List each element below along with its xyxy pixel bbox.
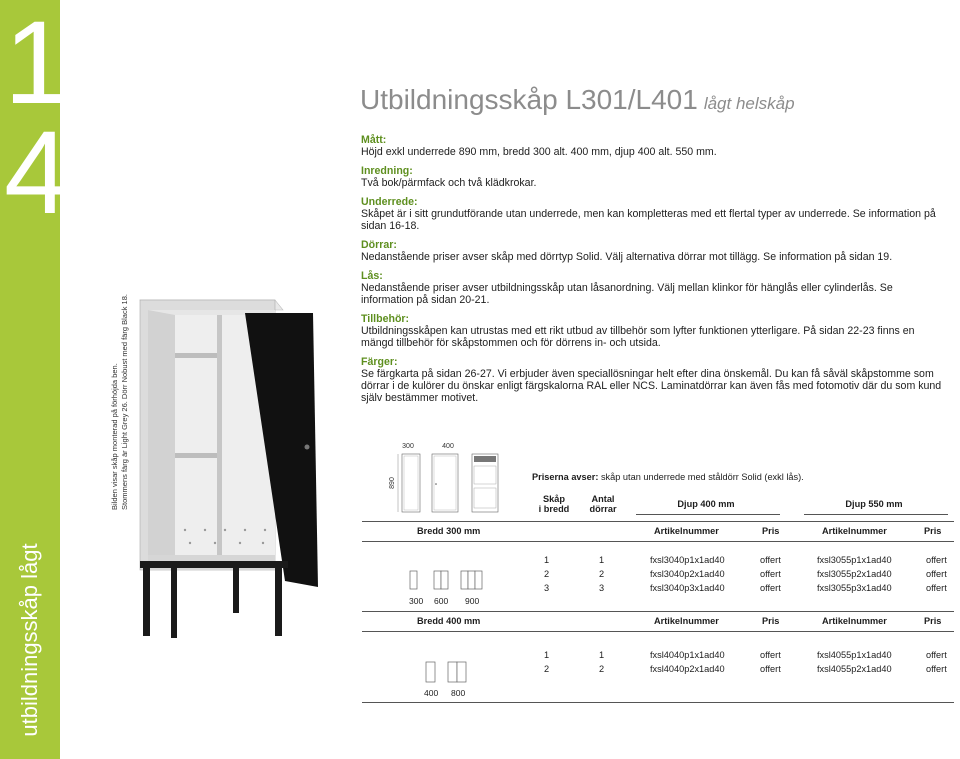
price-note — [532, 472, 804, 482]
table-bottom-rule — [362, 702, 954, 703]
subhead-artikel: Artikelnummer — [822, 526, 887, 536]
cell-artikel-550: fxsl3055p1x1ad40 — [817, 555, 892, 565]
dim-label-400: 400 — [442, 443, 454, 450]
cell-pris-550: offert — [926, 650, 947, 660]
spec-block-las — [361, 270, 946, 306]
cabinet-icons-400 — [424, 660, 474, 684]
cell-artikel-550: fxsl4055p1x1ad40 — [817, 650, 892, 660]
cell-skap: 1 — [544, 650, 550, 660]
spec-label: Färger: — [361, 356, 398, 368]
page-title — [360, 84, 795, 116]
cell-skap: 2 — [544, 569, 550, 579]
cell-artikel-400: fxsl4040p1x1ad40 — [650, 650, 725, 660]
header-divider — [636, 514, 780, 515]
col-head-antal: Antal dörrar — [589, 494, 617, 514]
cell-skap: 1 — [544, 555, 550, 565]
dim-label-300: 300 — [402, 443, 414, 450]
spec-label: Dörrar: — [361, 239, 397, 251]
spec-label: Inredning: — [361, 165, 413, 177]
spec-block-matt — [361, 134, 946, 158]
page-number-digit-2: 4 — [4, 107, 70, 239]
cell-pris-400: offert — [760, 569, 781, 579]
spec-label: Tillbehör: — [361, 313, 410, 325]
spec-block-underrede — [361, 196, 946, 232]
spec-text: Nedanstående priser avser utbildningsskåp utan låsanordning. Välj mellan klinkor för hänglås eller cylinderlås. Se information på sidan 20-21. — [361, 282, 893, 306]
spec-block-inredning — [361, 165, 946, 189]
cell-antal: 2 — [599, 664, 605, 674]
group-title: Bredd 400 mm — [417, 616, 481, 626]
table-row — [362, 555, 954, 569]
subhead-pris: Pris — [924, 616, 942, 626]
cell-artikel-550: fxsl3055p3x1ad40 — [817, 583, 892, 593]
spec-block-dorrar — [361, 239, 946, 263]
spec-text: Nedanstående priser avser skåp med dörrtyp Solid. Välj alternativa dörrar mot tillägg. Se information på sidan 19. — [361, 251, 893, 263]
spec-text: Skåpet är i sitt grundutförande utan underrede, men kan kompletteras med ett flertal typer av underrede. Se information på sidan 16-18. — [361, 208, 936, 232]
cell-skap: 3 — [544, 583, 550, 593]
cell-artikel-550: fxsl3055p2x1ad40 — [817, 569, 892, 579]
cell-artikel-400: fxsl4040p2x1ad40 — [650, 664, 725, 674]
title-main: Utbildningsskåp L301/L401 — [360, 84, 698, 115]
caption-line-2: Stommens färg är Light Grey 26. Dörr Nobust med färg Black 18. — [120, 294, 129, 510]
specification-list — [361, 134, 946, 411]
dim-label-890: 890 — [389, 477, 396, 489]
price-note-label: Priserna avser: — [532, 472, 599, 482]
col-head-djup-550: Djup 550 mm — [845, 499, 903, 509]
size-label: 400 — [424, 688, 439, 698]
cell-pris-550: offert — [926, 555, 947, 565]
caption-line-1: Bilden visar skåp monterad på förhöjda ben. — [110, 363, 119, 510]
size-label: 600 — [434, 596, 449, 606]
cell-antal: 3 — [599, 583, 605, 593]
cell-antal: 1 — [599, 650, 605, 660]
group-title: Bredd 300 mm — [417, 526, 481, 536]
spec-text: Utbildningsskåpen kan utrustas med ett rikt utbud av tillbehör som lyfter funktionen ytterligare. På sidan 22-23 finns en mängd tillbehör för skåpstommen och för dörrens in- och utsida. — [361, 325, 915, 349]
page-number-digit-1: 1 — [4, 0, 70, 129]
col-head-skap: Skåp i bredd — [538, 494, 570, 514]
spec-text: Två bok/pärmfack och två klädkrokar. — [361, 177, 537, 189]
header-divider — [804, 514, 948, 515]
subhead-pris: Pris — [762, 526, 780, 536]
spec-text: Höjd exkl underrede 890 mm, bredd 300 alt. 400 mm, djup 400 alt. 550 mm. — [361, 146, 717, 158]
dimension-diagram — [388, 440, 508, 515]
cell-antal: 1 — [599, 555, 605, 565]
size-label: 800 — [451, 688, 466, 698]
subhead-artikel: Artikelnummer — [654, 616, 719, 626]
cell-artikel-400: fxsl3040p3x1ad40 — [650, 583, 725, 593]
cell-pris-550: offert — [926, 664, 947, 674]
spec-label: Underrede: — [361, 196, 418, 208]
section-label: utbildningsskåp lågt — [17, 543, 42, 737]
cell-artikel-400: fxsl3040p1x1ad40 — [650, 555, 725, 565]
cell-skap: 2 — [544, 664, 550, 674]
group-bar-300 — [362, 521, 954, 542]
cell-pris-400: offert — [760, 650, 781, 660]
subhead-pris: Pris — [924, 526, 942, 536]
price-note-text: skåp utan underrede med ståldörr Solid (exkl lås). — [598, 472, 804, 482]
spec-label: Mått: — [361, 134, 387, 146]
cell-artikel-550: fxsl4055p2x1ad40 — [817, 664, 892, 674]
spec-text: Se färgkarta på sidan 26-27. Vi erbjuder även speciallösningar helt efter dina önskemål. Du kan få såväl skåpstomme som dörrar i de kulörer du önskar enligt färgskalorna RAL eller NCS. Laminatdörrar kan även fås med fotomotiv där du som kund själv bestämmer motivet. — [361, 368, 942, 404]
cabinet-illustration — [135, 295, 325, 640]
size-label: 300 — [409, 596, 424, 606]
group-bar-400 — [362, 611, 954, 632]
cell-artikel-400: fxsl3040p2x1ad40 — [650, 569, 725, 579]
cell-pris-400: offert — [760, 664, 781, 674]
subhead-pris: Pris — [762, 616, 780, 626]
size-label: 900 — [465, 596, 480, 606]
image-caption — [100, 290, 140, 515]
title-subtitle: lågt helskåp — [703, 94, 795, 113]
spec-block-tillbehor — [361, 313, 946, 349]
spec-block-farger — [361, 356, 946, 404]
subhead-artikel: Artikelnummer — [654, 526, 719, 536]
cell-antal: 2 — [599, 569, 605, 579]
cell-pris-550: offert — [926, 569, 947, 579]
spec-label: Lås: — [361, 270, 383, 282]
subhead-artikel: Artikelnummer — [822, 616, 887, 626]
col-head-djup-400: Djup 400 mm — [677, 499, 735, 509]
cell-pris-550: offert — [926, 583, 947, 593]
cabinet-icons-300 — [408, 568, 488, 592]
cell-pris-400: offert — [760, 583, 781, 593]
cell-pris-400: offert — [760, 555, 781, 565]
page-sidebar — [0, 0, 70, 759]
